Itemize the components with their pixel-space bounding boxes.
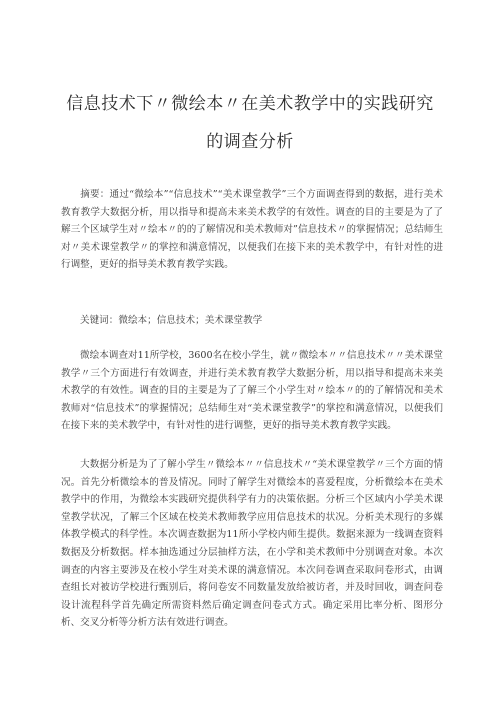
document-title-line-2: 的调查分析	[206, 132, 294, 152]
intro-paragraph	[61, 347, 443, 435]
abstract-paragraph	[61, 186, 443, 274]
keywords-paragraph	[61, 312, 443, 330]
analysis-text: 大数据分析是为了了解小学生〃微绘本〃〃信息技术〃“美术课堂教学〃三个方面的情况。首先分析微绘本的普及情况。同时了解学生对微绘本的喜爱程度，分析微绘本在美术教学中的作用，为微绘本实践研究提供科学有力的决策依据。分析三个区域内小学美术课堂教学状况，了解三个区域在校美术教师教学应用信息技术的状况。分析美术现行的多媒体教学模式的科学性。本次调查数据为11所小学校内师生提供。数据来源为一线调查资料数据及分析数据。样本抽选通过分层抽样方法，在小学和美术教师中分别调查对象。本次调查的内容主要涉及在校小学生对美术课的满意情况。本次问卷调查采取问卷形式，由调查组长对被访学校进行甄别后，将问卷安不同数量发放给被访者，并及时回收，调查问卷设计流程科学首先确定所需资料然后确定调查问卷式方式。确定采用比率分析、图形分析、交叉分析等分析方法有效进行调查。	[61, 459, 443, 629]
analysis-paragraph	[61, 456, 443, 632]
document-title-line-1: 信息技术下〃微绘本〃在美术教学中的实践研究	[66, 94, 434, 114]
keywords-text: 关键词：微绘本；信息技术；美术课堂教学	[80, 315, 263, 326]
intro-text: 微绘本调查对11所学校，3600名在校小学生，就〃微绘本〃〃信息技术〃〃美术课堂教学〃三个方面进行有效调查，并进行美术教育教学大数据分析，用以指导和提高未来美术教学的有效性。调查的目的主要是为了了解三个小学生对〃绘本〃的的了解情况和美术教师对“信息技术”的掌握情况；总结师生对“美术课堂教学”的掌控和满意情况，以便我们在接下来的美术教学中，有针对性的进行调整，更好的指导美术教育教学实践。	[61, 350, 443, 432]
abstract-text: 摘要：通过“微绘本”“信息技术”“美术课堂教学”三个方面调查得到的数据，进行美术教育教学大数据分析，用以指导和提高未来美术教学的有效性。调查的目的主要是为了了解三个区域学生对〃绘本〃的的了解情况和美术教师对”信息技术〃的掌握情况；总结师生对〃美术课堂教学〃的掌控和满意情况，以便我们在接下来的美术教学中，有针对性的进行调整，更好的指导美术教育教学实践。	[61, 189, 443, 271]
